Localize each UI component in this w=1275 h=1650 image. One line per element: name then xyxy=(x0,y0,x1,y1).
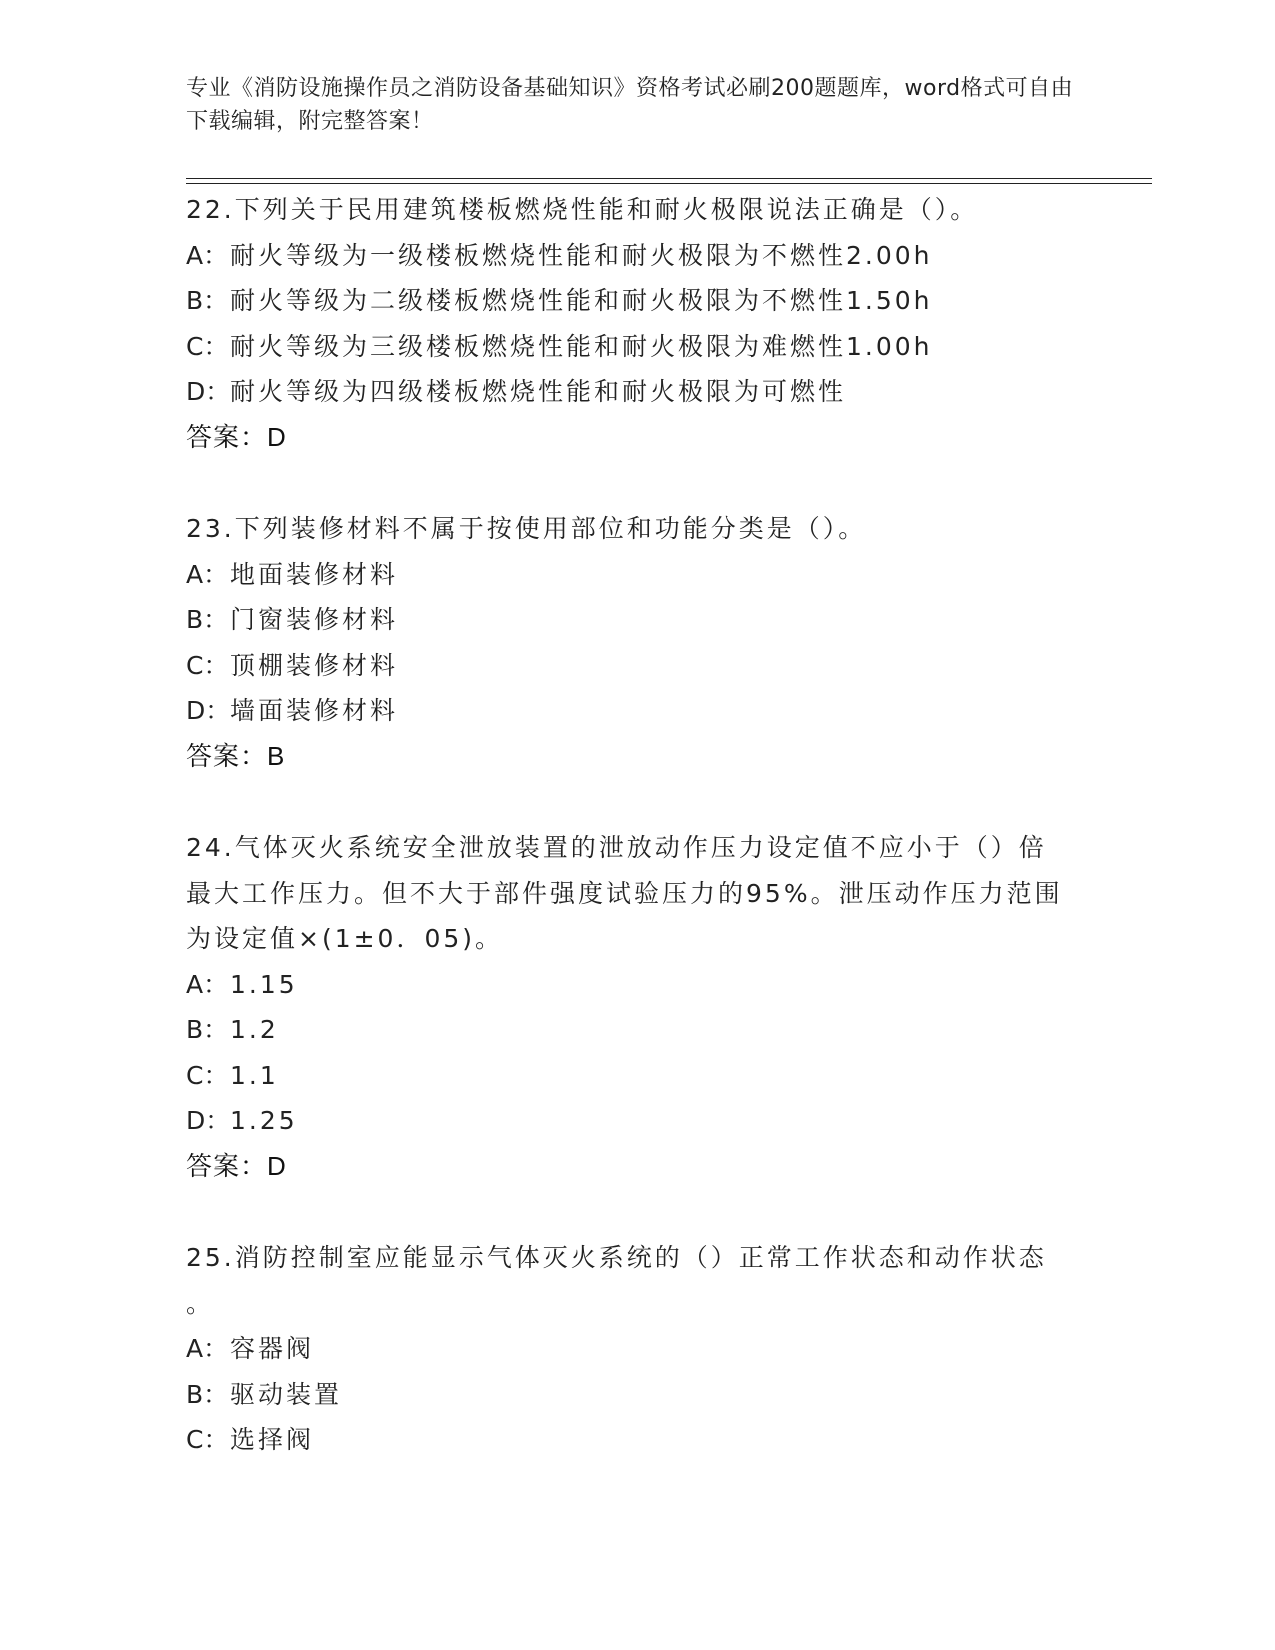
header-divider-bottom xyxy=(186,183,1152,184)
spacer xyxy=(186,1189,1086,1235)
option-letter: B： xyxy=(186,286,229,315)
question-stem: 23.下列装修材料不属于按使用部位和功能分类是（）。 xyxy=(186,514,867,543)
option-b xyxy=(186,597,1086,643)
option-letter: B： xyxy=(186,605,229,634)
option-letter: B： xyxy=(186,1015,229,1044)
option-letter: D： xyxy=(186,696,231,725)
question-23 xyxy=(186,506,1086,779)
option-text: 墙面装修材料 xyxy=(230,696,399,725)
document-header: 专业《消防设施操作员之消防设备基础知识》资格考试必刷200题题库，word格式可自由下载编辑，附完整答案！ xyxy=(186,76,1074,134)
option-text: 驱动装置 xyxy=(230,1379,343,1409)
option-text: 耐火等级为三级楼板燃烧性能和耐火极限为难燃性1.00h xyxy=(230,331,933,361)
answer-line: 答案：D xyxy=(186,421,287,452)
option-text: 1.1 xyxy=(230,1060,279,1090)
option-text: 地面装修材料 xyxy=(230,559,399,589)
answer-line: 答案：D xyxy=(186,1150,287,1181)
option-c xyxy=(186,643,1086,689)
question-22 xyxy=(186,187,1086,460)
option-a xyxy=(186,233,1086,279)
option-text: 1.2 xyxy=(230,1015,279,1044)
option-letter: D： xyxy=(186,377,231,406)
question-stem-line: 。 xyxy=(186,1288,215,1318)
option-a xyxy=(186,1326,1086,1372)
option-letter: A： xyxy=(186,559,229,589)
option-letter: C： xyxy=(186,331,229,361)
option-d xyxy=(186,688,1086,734)
question-stem: 22.下列关于民用建筑楼板燃烧性能和耐火极限说法正确是（）。 xyxy=(186,195,979,224)
option-text: 容器阀 xyxy=(230,1334,315,1363)
option-a xyxy=(186,962,1086,1008)
question-stem-line: 为设定值×(1±0．05)。 xyxy=(186,924,504,953)
option-text: 顶棚装修材料 xyxy=(230,650,399,680)
option-c xyxy=(186,324,1086,370)
option-letter: B： xyxy=(186,1379,229,1409)
option-text: 耐火等级为二级楼板燃烧性能和耐火极限为不燃性1.50h xyxy=(230,286,933,315)
spacer xyxy=(186,460,1086,506)
option-letter: C： xyxy=(186,650,229,680)
option-letter: A： xyxy=(186,240,229,270)
option-text: 选择阀 xyxy=(230,1425,315,1454)
option-letter: A： xyxy=(186,969,229,999)
question-list xyxy=(186,187,1086,1463)
option-text: 耐火等级为四级楼板燃烧性能和耐火极限为可燃性 xyxy=(230,377,847,406)
question-stem-line: 最大工作压力。但不大于部件强度试验压力的95%。泄压动作压力范围 xyxy=(186,878,1063,908)
option-text: 1.25 xyxy=(230,1106,298,1135)
answer-line: 答案：B xyxy=(186,740,286,771)
option-b xyxy=(186,1372,1086,1418)
option-b xyxy=(186,1007,1086,1053)
option-text: 1.15 xyxy=(230,969,298,999)
option-letter: C： xyxy=(186,1425,229,1454)
spacer xyxy=(186,779,1086,825)
option-b xyxy=(186,278,1086,324)
question-24 xyxy=(186,825,1086,1189)
option-a xyxy=(186,552,1086,598)
option-c xyxy=(186,1053,1086,1099)
option-letter: C： xyxy=(186,1060,229,1090)
question-stem-line: 25.消防控制室应能显示气体灭火系统的（）正常工作状态和动作状态 xyxy=(186,1243,1047,1272)
option-c xyxy=(186,1417,1086,1463)
question-stem-line: 24.气体灭火系统安全泄放装置的泄放动作压力设定值不应小于（）倍 xyxy=(186,833,1047,862)
option-letter: D： xyxy=(186,1106,231,1135)
question-25 xyxy=(186,1235,1086,1463)
option-letter: A： xyxy=(186,1334,229,1363)
option-text: 门窗装修材料 xyxy=(230,605,399,634)
option-d xyxy=(186,369,1086,415)
option-text: 耐火等级为一级楼板燃烧性能和耐火极限为不燃性2.00h xyxy=(230,240,933,270)
option-d xyxy=(186,1098,1086,1144)
header-divider-top xyxy=(186,178,1152,179)
